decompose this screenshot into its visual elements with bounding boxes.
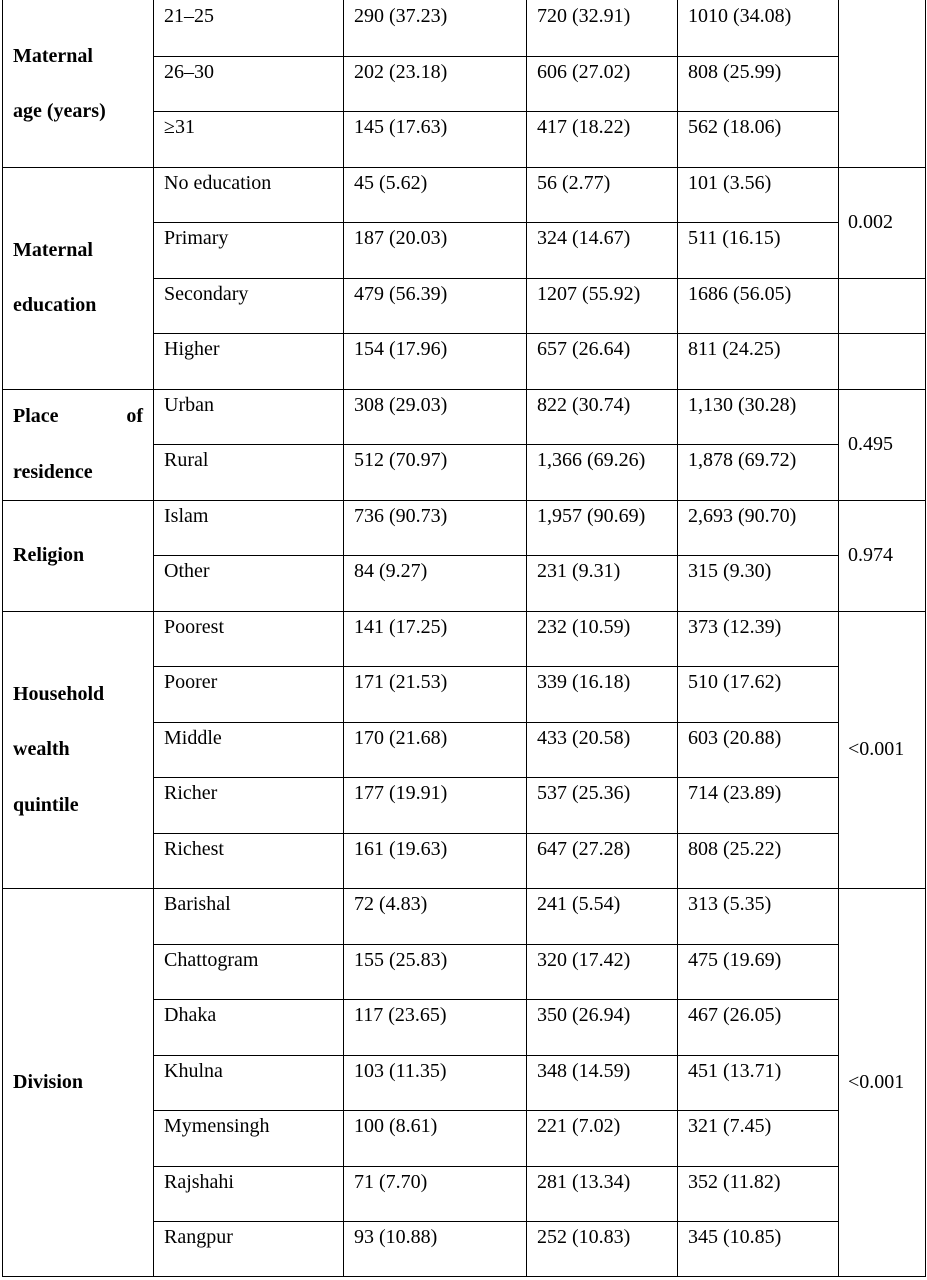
p-cell-divider xyxy=(838,333,925,334)
table-cell: 202 (23.18) xyxy=(354,60,448,83)
table-border-bottom xyxy=(2,1276,926,1277)
group-label: quintile xyxy=(13,793,79,816)
row-category: Urban xyxy=(164,393,214,416)
row-category: Primary xyxy=(164,227,229,249)
table-cell: 512 (70.97) xyxy=(354,449,448,471)
row-category: Chattogram xyxy=(164,948,259,971)
table-cell: 154 (17.96) xyxy=(354,338,448,360)
row-divider xyxy=(153,56,838,57)
column-divider xyxy=(153,0,154,1277)
table-cell: 290 (37.23) xyxy=(354,5,448,27)
row-category: Islam xyxy=(164,504,209,527)
group-divider xyxy=(2,888,926,889)
table-cell: 145 (17.63) xyxy=(354,116,448,138)
table-cell: 510 (17.62) xyxy=(688,671,782,693)
row-category: Richer xyxy=(164,782,218,804)
table-cell: 2,693 (90.70) xyxy=(688,504,797,527)
column-divider xyxy=(526,0,527,1277)
table-cell: 320 (17.42) xyxy=(537,948,631,971)
table-cell: 348 (14.59) xyxy=(537,1059,631,1082)
table-cell: 1,957 (90.69) xyxy=(537,504,646,527)
p-value: <0.001 xyxy=(848,1071,905,1094)
table-cell: 606 (27.02) xyxy=(537,60,631,83)
table-cell: 232 (10.59) xyxy=(537,615,631,638)
row-category: Rangpur xyxy=(164,1226,233,1248)
table-border-right xyxy=(925,0,926,1277)
group-label: of xyxy=(126,405,143,428)
row-divider xyxy=(153,222,838,223)
group-label: Place xyxy=(13,405,59,428)
table-cell: 1,366 (69.26) xyxy=(537,449,646,471)
row-divider xyxy=(153,555,838,556)
table-cell: 177 (19.91) xyxy=(354,782,448,804)
row-category: No education xyxy=(164,171,272,194)
row-category: ≥31 xyxy=(164,116,195,138)
table-cell: 321 (7.45) xyxy=(688,1115,772,1137)
row-category: Rajshahi xyxy=(164,1170,234,1193)
table-cell: 161 (19.63) xyxy=(354,837,448,860)
group-divider xyxy=(2,500,926,501)
row-divider xyxy=(153,444,838,445)
table-cell: 241 (5.54) xyxy=(537,893,621,915)
row-category: Mymensingh xyxy=(164,1115,270,1137)
group-divider xyxy=(2,167,926,168)
table-cell: 231 (9.31) xyxy=(537,560,621,582)
p-value: <0.001 xyxy=(848,738,905,761)
row-category: Secondary xyxy=(164,282,249,305)
table-cell: 1,130 (30.28) xyxy=(688,393,797,416)
row-divider xyxy=(153,1110,838,1111)
group-label: education xyxy=(13,294,97,317)
table-cell: 808 (25.22) xyxy=(688,837,782,860)
column-divider xyxy=(838,0,839,1277)
row-divider xyxy=(153,278,838,279)
table-cell: 433 (20.58) xyxy=(537,726,631,749)
row-divider xyxy=(153,833,838,834)
column-divider xyxy=(343,0,344,1277)
row-category: Poorer xyxy=(164,671,218,693)
table-cell: 811 (24.25) xyxy=(688,338,781,360)
row-category: Khulna xyxy=(164,1059,223,1082)
table-cell: 171 (21.53) xyxy=(354,671,448,693)
table-cell: 84 (9.27) xyxy=(354,560,428,582)
table-cell: 373 (12.39) xyxy=(688,615,782,638)
table-cell: 101 (3.56) xyxy=(688,171,772,194)
table-cell: 822 (30.74) xyxy=(537,393,631,416)
row-category: Dhaka xyxy=(164,1004,217,1026)
row-divider xyxy=(153,999,838,1000)
table-cell: 103 (11.35) xyxy=(354,1059,447,1082)
table-cell: 187 (20.03) xyxy=(354,227,448,249)
group-divider xyxy=(2,611,926,612)
row-category: Poorest xyxy=(164,615,224,638)
row-divider xyxy=(153,1055,838,1056)
group-label: Division xyxy=(13,1071,84,1094)
table-cell: 313 (5.35) xyxy=(688,893,772,915)
table-cell: 1686 (56.05) xyxy=(688,282,792,305)
row-category: 21–25 xyxy=(164,5,214,27)
table-cell: 352 (11.82) xyxy=(688,1170,781,1193)
table-cell: 100 (8.61) xyxy=(354,1115,438,1137)
table-cell: 657 (26.64) xyxy=(537,338,631,360)
table-cell: 345 (10.85) xyxy=(688,1226,782,1248)
table-cell: 562 (18.06) xyxy=(688,116,782,138)
table-cell: 221 (7.02) xyxy=(537,1115,621,1137)
table-cell: 315 (9.30) xyxy=(688,560,772,582)
row-divider xyxy=(153,333,838,334)
table-cell: 281 (13.34) xyxy=(537,1170,631,1193)
table-cell: 1207 (55.92) xyxy=(537,282,641,305)
group-divider xyxy=(2,389,926,390)
row-divider xyxy=(153,722,838,723)
table-cell: 537 (25.36) xyxy=(537,782,631,804)
table-cell: 71 (7.70) xyxy=(354,1170,428,1193)
p-cell-divider xyxy=(838,278,925,279)
row-divider xyxy=(153,111,838,112)
row-divider xyxy=(153,777,838,778)
group-label: Maternal xyxy=(13,238,93,261)
row-category: Higher xyxy=(164,338,220,360)
row-category: Middle xyxy=(164,726,222,749)
row-category: 26–30 xyxy=(164,60,214,83)
table-cell: 720 (32.91) xyxy=(537,5,631,27)
group-label: wealth xyxy=(13,738,70,761)
table-cell: 252 (10.83) xyxy=(537,1226,631,1248)
table-cell: 170 (21.68) xyxy=(354,726,448,749)
table-cell: 339 (16.18) xyxy=(537,671,631,693)
column-divider xyxy=(677,0,678,1277)
table-cell: 56 (2.77) xyxy=(537,171,611,194)
table-cell: 467 (26.05) xyxy=(688,1004,782,1026)
row-divider xyxy=(153,666,838,667)
table-cell: 451 (13.71) xyxy=(688,1059,782,1082)
table-cell: 93 (10.88) xyxy=(354,1226,438,1248)
table-cell: 417 (18.22) xyxy=(537,116,631,138)
table-cell: 72 (4.83) xyxy=(354,893,428,915)
group-label: Maternal xyxy=(13,44,93,67)
table-cell: 155 (25.83) xyxy=(354,948,448,971)
table-cell: 479 (56.39) xyxy=(354,282,448,305)
p-value: 0.002 xyxy=(848,211,893,233)
row-divider xyxy=(153,1166,838,1167)
table-cell: 324 (14.67) xyxy=(537,227,631,249)
row-category: Barishal xyxy=(164,893,231,915)
row-category: Rural xyxy=(164,449,209,471)
table-cell: 117 (23.65) xyxy=(354,1004,447,1026)
table-cell: 714 (23.89) xyxy=(688,782,782,804)
table-cell: 45 (5.62) xyxy=(354,171,428,194)
row-category: Other xyxy=(164,560,210,582)
group-label: Household xyxy=(13,682,105,705)
group-label: residence xyxy=(13,460,93,483)
table-cell: 511 (16.15) xyxy=(688,227,781,249)
table-cell: 308 (29.03) xyxy=(354,393,448,416)
table-cell: 808 (25.99) xyxy=(688,60,782,83)
table-cell: 736 (90.73) xyxy=(354,504,448,527)
table-cell: 350 (26.94) xyxy=(537,1004,631,1026)
table-cell: 603 (20.88) xyxy=(688,726,782,749)
group-label: age (years) xyxy=(13,100,106,122)
row-divider xyxy=(153,1221,838,1222)
row-divider xyxy=(153,944,838,945)
table-cell: 475 (19.69) xyxy=(688,948,782,971)
table-cell: 647 (27.28) xyxy=(537,837,631,860)
row-category: Richest xyxy=(164,837,224,860)
table-border-left xyxy=(2,0,3,1277)
p-value: 0.495 xyxy=(848,433,893,455)
p-value: 0.974 xyxy=(848,544,893,566)
table-cell: 141 (17.25) xyxy=(354,615,448,638)
group-label: Religion xyxy=(13,544,85,566)
table-cell: 1010 (34.08) xyxy=(688,5,792,27)
table-cell: 1,878 (69.72) xyxy=(688,449,797,471)
